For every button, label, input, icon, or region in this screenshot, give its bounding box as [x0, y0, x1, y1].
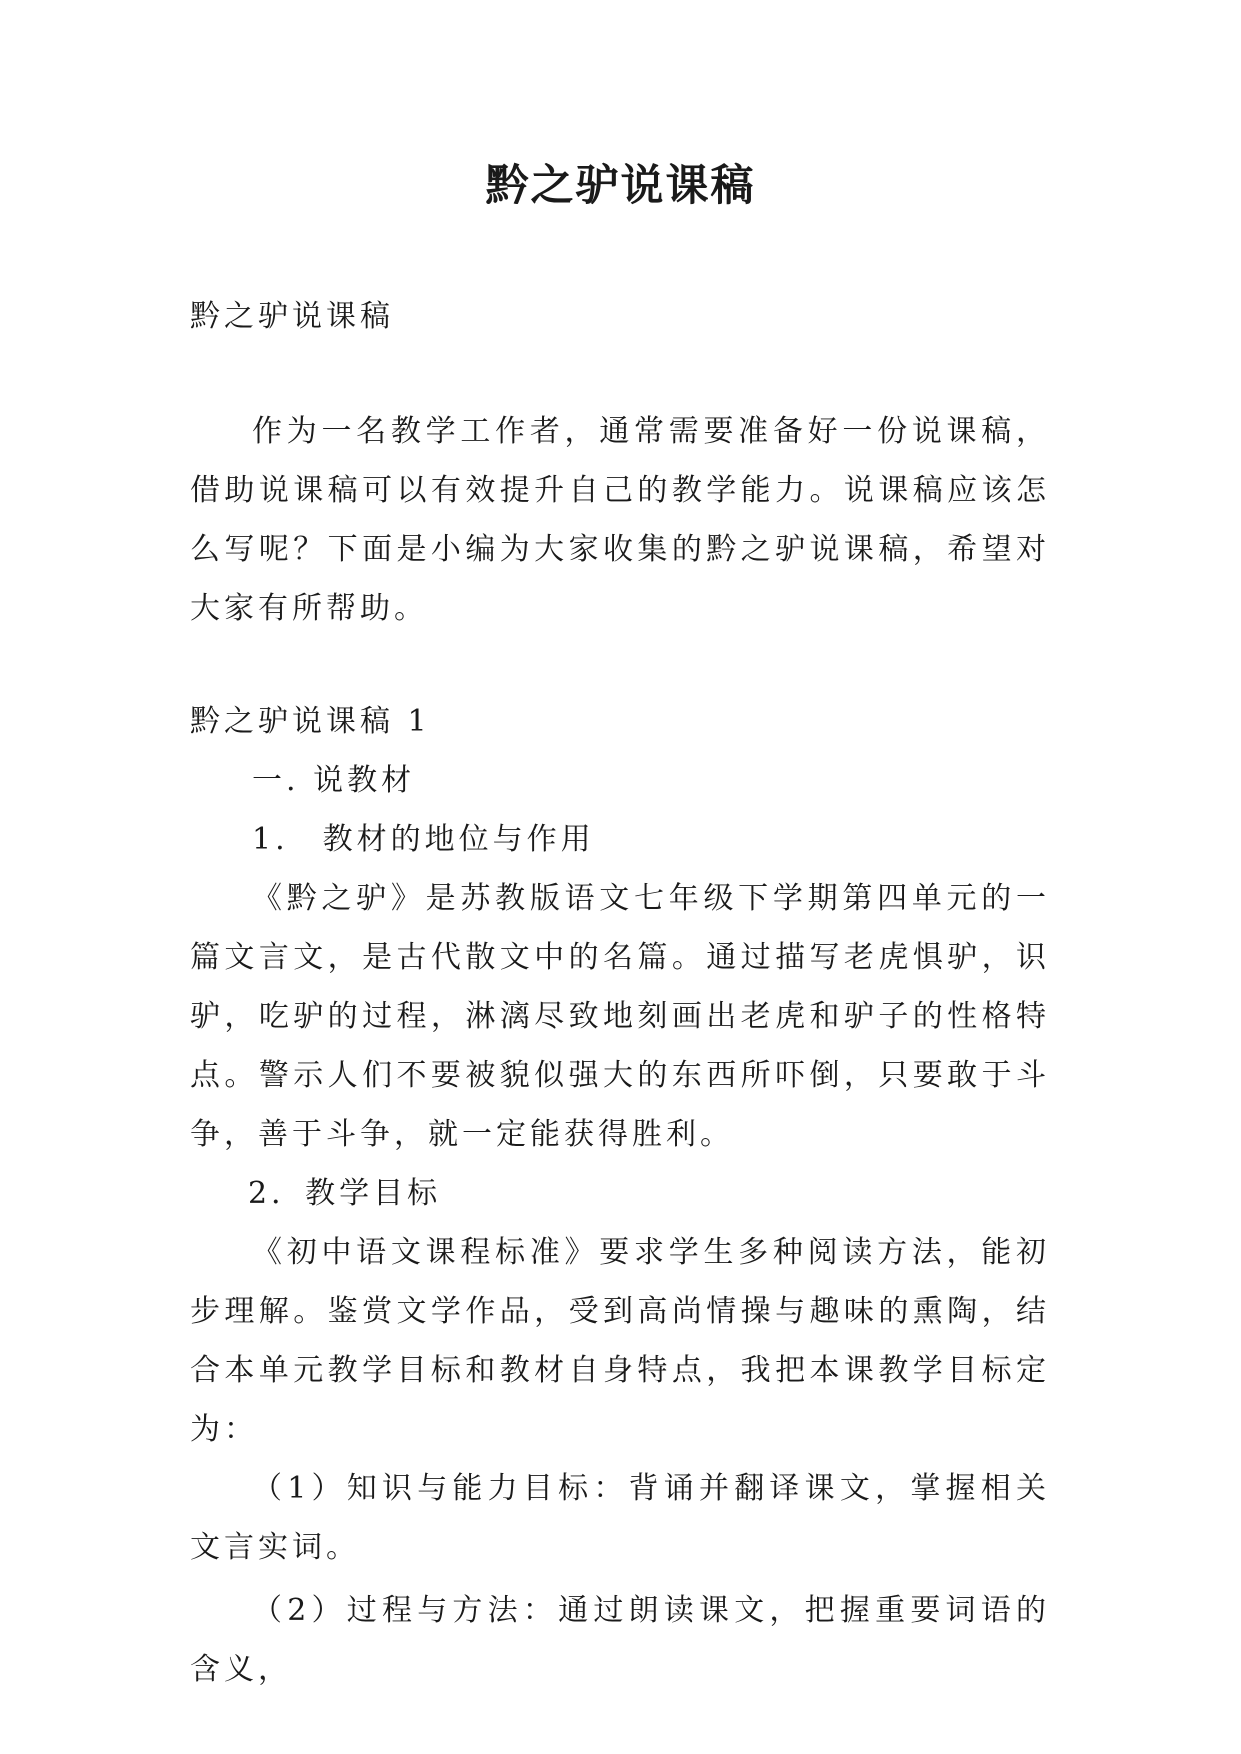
goal-item-2: （2）过程与方法：通过朗读课文，把握重要词语的含义， — [190, 1593, 1050, 1687]
heading-teaching-material: 一. 说教材 — [252, 763, 416, 798]
paragraph-role: 《黔之驴》是苏教版语文七年级下学期第四单元的一篇文言文，是古代散文中的名篇。通过描写老虎惧驴，识驴，吃驴的过程，淋漓尽致地刻画出老虎和驴子的性格特点。警示人们不要被貌似强大的东西所吓倒，只要敢于斗争，善于斗争，就一定能获得胜利。 — [190, 881, 1050, 1152]
paragraph-goals: 《初中语文课程标准》要求学生多种阅读方法，能初步理解。鉴赏文学作品，受到高尚情操与趣味的熏陶，结合本单元教学目标和教材自身特点，我把本课教学目标定为： — [190, 1235, 1050, 1447]
document-title: 黔之驴说课稿 — [485, 161, 756, 211]
intro-paragraph: 作为一名教学工作者，通常需要准备好一份说课稿，借助说课稿可以有效提升自己的教学能力。说课稿应该怎么写呢？下面是小编为大家收集的黔之驴说课稿，希望对大家有所帮助。 — [190, 414, 1050, 626]
subheading-role: 1. 教材的地位与作用 — [252, 822, 595, 857]
section-1 — [190, 692, 1050, 1699]
document-subtitle: 黔之驴说课稿 — [190, 299, 394, 334]
subheading-goals: 2．教学目标 — [248, 1176, 442, 1211]
section-title: 黔之驴说课稿 1 — [190, 704, 431, 739]
goal-item-1: （1）知识与能力目标：背诵并翻译课文，掌握相关文言实词。 — [190, 1471, 1050, 1565]
